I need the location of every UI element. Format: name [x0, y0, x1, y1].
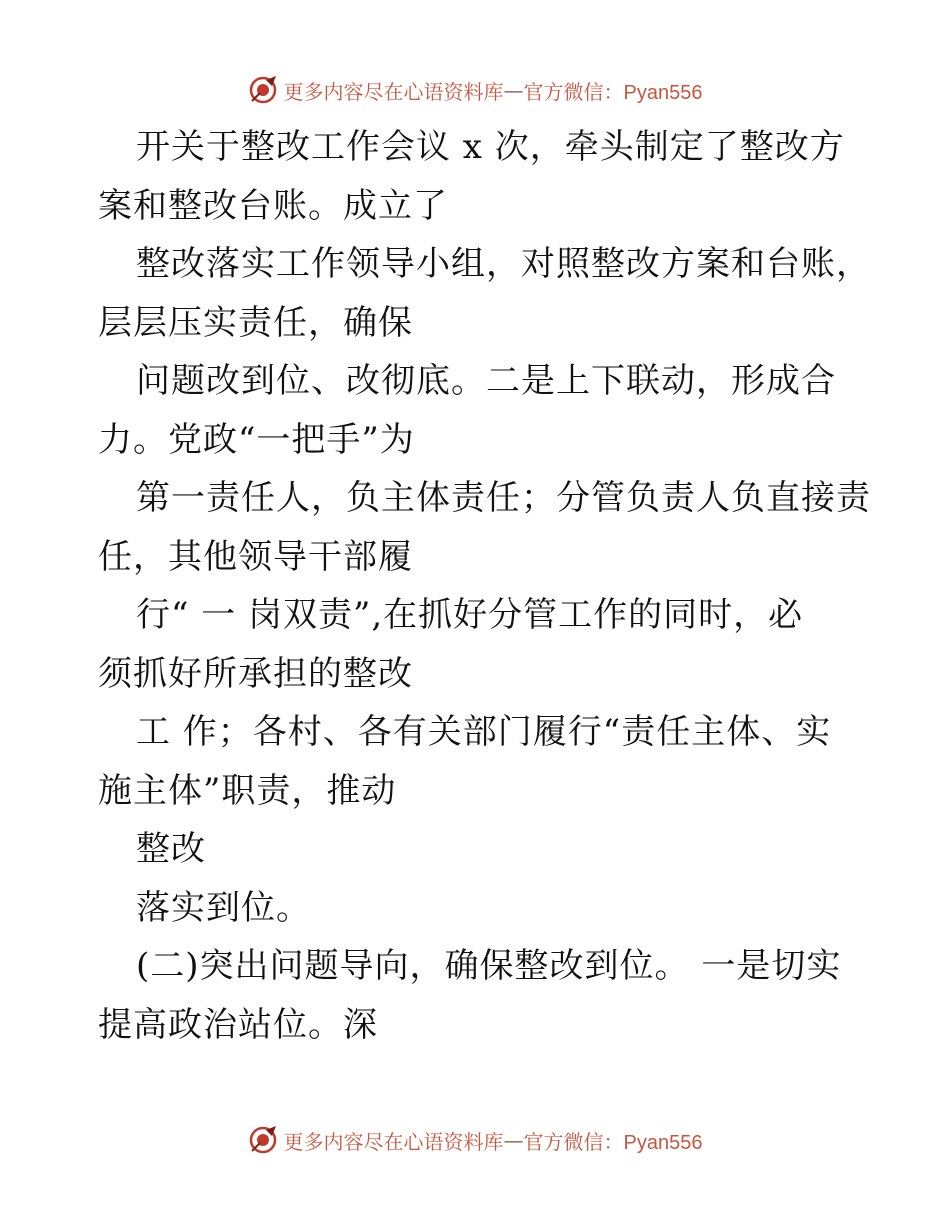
body-text-line: 整改 [136, 829, 206, 869]
body-text-line: 施主体”职责，推动 [98, 770, 397, 811]
footer-banner-separator: — [503, 1128, 524, 1152]
body-text-line: 案和整改台账。成立了 [98, 185, 448, 226]
body-text-line: 层层压实责任，确保 [98, 302, 413, 343]
feather-pen-logo-icon [248, 75, 278, 105]
body-text-line: 开关于整改工作会议 x 次，牵头制定了整改方 [136, 127, 845, 167]
body-text-line: 工 作；各村、各有关部门履行“责任主体、实 [136, 712, 832, 752]
body-text-line: 力。党政“一把手”为 [98, 419, 415, 460]
body-text-line: 任，其他领导干部履 [98, 536, 413, 577]
body-text-line: 落实到位。 [136, 887, 311, 928]
header-banner-main-text: 更多内容尽在心语资料库 [283, 79, 504, 104]
header-watermark-banner [0, 70, 950, 110]
body-text-line: 行“ 一 岗双责”,在抓好分管工作的同时，必 [136, 595, 804, 635]
body-text-line: (二)突出问题导向，确保整改到位。 一是切实 [136, 946, 842, 986]
footer-watermark-banner [0, 1120, 950, 1160]
header-banner-separator: — [503, 78, 524, 102]
body-text-line: 提高政治站位。深 [98, 1004, 378, 1045]
body-text-line: 须抓好所承担的整改 [98, 653, 413, 694]
body-text-line: 问题改到位、改彻底。二是上下联动，形成合 [136, 361, 836, 401]
document-body [98, 118, 871, 1054]
body-text-line: 第一责任人，负主体责任；分管负责人负直接责 [136, 478, 871, 518]
header-banner-account-text: 官方微信：Pyan556 [523, 81, 703, 104]
footer-banner-main-text: 更多内容尽在心语资料库 [283, 1129, 504, 1154]
body-text-line: 整改落实工作领导小组，对照整改方案和台账， [136, 244, 871, 284]
feather-pen-logo-icon [248, 1125, 278, 1155]
footer-banner-account-text: 官方微信：Pyan556 [523, 1131, 703, 1154]
